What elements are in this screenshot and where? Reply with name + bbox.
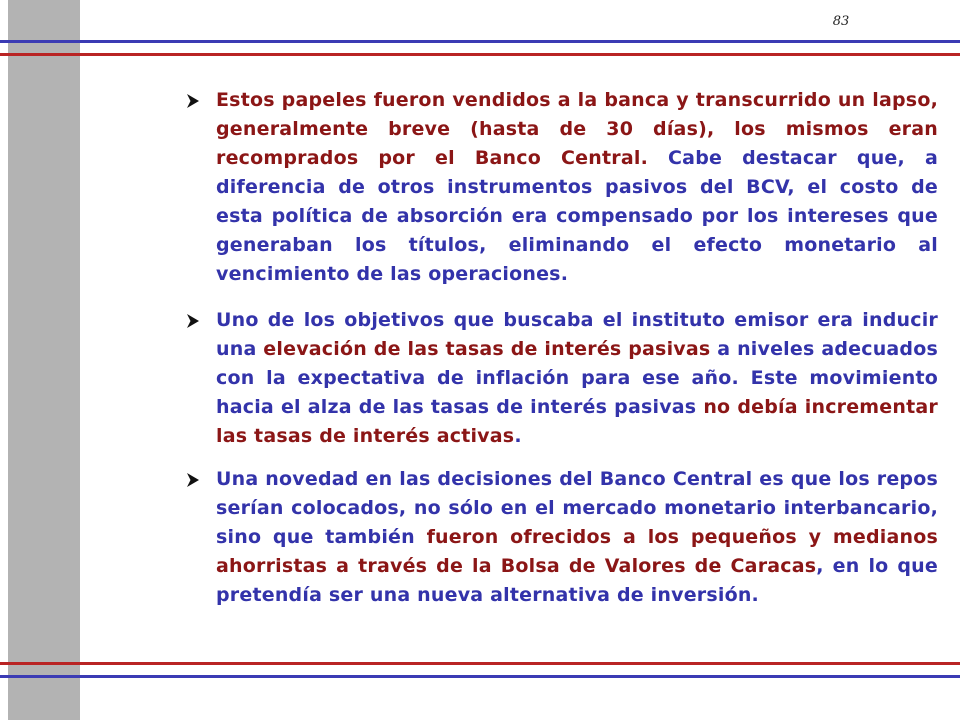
bullet-item-1 [186,86,938,289]
bullet-2-segment-1: Uno de los objetivos que buscaba el instituto emisor era inducir una [216,309,938,360]
bullet-3-segment-2: fueron ofrecidos a los pequeños y medianos ahorristas a través de la Bolsa de Valores de Caracas [216,526,938,577]
slide-content [186,86,938,610]
arrowhead-bullet-icon [186,306,216,335]
top-rule-red [0,53,960,56]
page-number: 83 [832,14,850,29]
bullet-2-segment-4: no debía incrementar las tasas de interés activas [216,396,938,447]
bullet-item-3 [186,465,938,610]
bullet-2-segment-2: elevación de las tasas de interés pasivas [256,338,711,360]
left-gray-sidebar [8,0,80,720]
bullet-3-segment-3: , en lo que pretendía ser una nueva alternativa de inversión. [216,555,938,606]
bullet-item-2 [186,306,938,451]
bullet-2-segment-3: a niveles adecuados con la expectativa de inflación para ese año. Este movimiento hacia el alza de las tasas de interés pasivas [216,338,938,418]
bullet-text-2 [216,306,938,451]
bullet-3-segment-1: Una novedad en las decisiones del Banco Central es que los repos serían colocados, no sólo en el mercado monetario interbancario, sino que también [216,468,938,548]
bullet-1-segment-2: Cabe destacar que, a diferencia de otros instrumentos pasivos del BCV, el costo de esta política de absorción era compensado por los intereses que generaban los títulos, eliminando el efecto monetario al vencimiento de las operaciones. [216,147,938,285]
arrowhead-bullet-icon [186,465,216,494]
bottom-rule-blue [0,675,960,678]
top-rule-blue [0,40,960,43]
bullet-text-1 [216,86,938,289]
arrowhead-bullet-icon [186,86,216,115]
bottom-rule-red [0,662,960,665]
bullet-2-segment-5: . [514,425,522,447]
bullet-1-segment-1: Estos papeles fueron vendidos a la banca y transcurrido un lapso, generalmente breve (hasta de 30 días), los mismos eran recomprados por el Banco Central. [216,89,938,169]
bullet-text-3 [216,465,938,610]
